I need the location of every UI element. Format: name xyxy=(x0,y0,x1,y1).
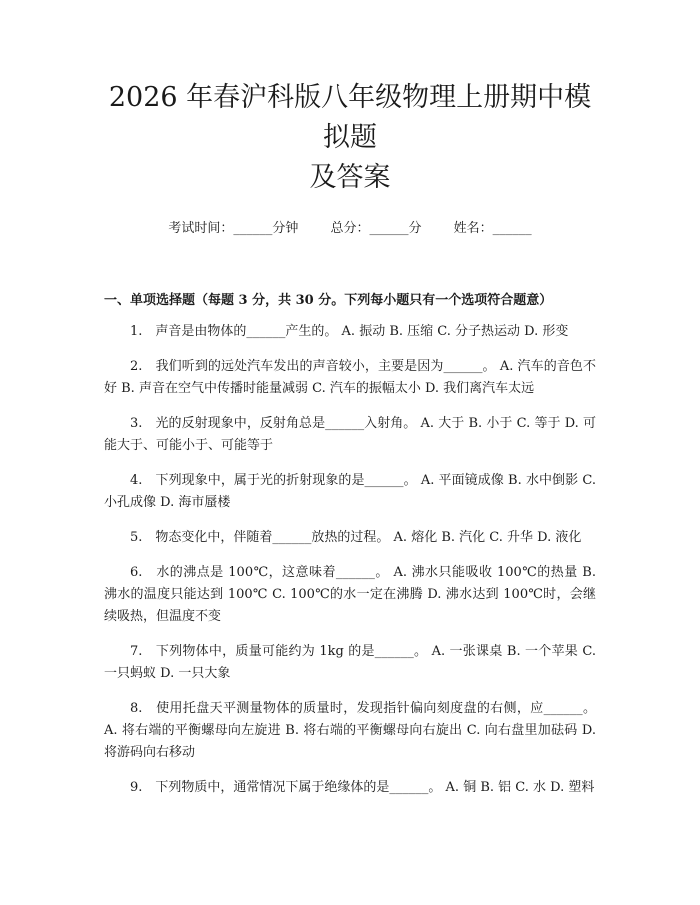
question-3: 3. 光的反射现象中，反射角总是______入射角。 A. 大于 B. 小于 C. 等于 D. 可能大于、可能小于、可能等于 xyxy=(104,416,596,453)
question-1: 1. 声音是由物体的______产生的。 A. 振动 B. 压缩 C. 分子热运动 D. 形变 xyxy=(130,324,569,339)
question-7: 7. 下列物体中，质量可能约为 1kg 的是______。 A. 一张课桌 B. 一个苹果 C. 一只蚂蚁 D. 一只大象 xyxy=(104,644,596,681)
question-6: 6. 水的沸点是 100℃，这意味着______。 A. 沸水只能吸收 100℃的热量 B. 沸水的温度只能达到 100℃ C. 100℃的水一定在沸腾 D. 沸水达到 100℃时，会继续吸热，但温度不变 xyxy=(104,565,596,624)
question-4: 4. 下列现象中，属于光的折射现象的是______。 A. 平面镜成像 B. 水中倒影 C. 小孔成像 D. 海市蜃楼 xyxy=(104,473,596,510)
student-name: 姓名：______ xyxy=(453,221,532,236)
title-line-2: 及答案 xyxy=(309,162,391,193)
exam-score: 总分：______分 xyxy=(330,221,422,236)
question-list xyxy=(104,321,596,799)
question-2: 2. 我们听到的远处汽车发出的声音较小，主要是因为______。 A. 汽车的音色不好 B. 声音在空气中传播时能量减弱 C. 汽车的振幅太小 D. 我们离汽车太远 xyxy=(104,359,596,396)
section-heading: 一、单项选择题（每题 3 分，共 30 分。下列每小题只有一个选项符合题意） xyxy=(104,293,553,308)
title-line-1: 2026 年春沪科版八年级物理上册期中模拟题 xyxy=(108,82,592,153)
exam-info xyxy=(104,220,596,238)
exam-time: 考试时间：______分钟 xyxy=(168,221,299,236)
question-8: 8. 使用托盘天平测量物体的质量时，发现指针偏向刻度盘的右侧，应______。 A. 将右端的平衡螺母向左旋进 B. 将右端的平衡螺母向右旋出 C. 向右盘里加砝码 D. 将游码向右移动 xyxy=(104,701,596,760)
question-9: 9. 下列物质中，通常情况下属于绝缘体的是______。 A. 铜 B. 铝 C. 水 D. 塑料 xyxy=(130,780,595,795)
question-5: 5. 物态变化中，伴随着______放热的过程。 A. 熔化 B. 汽化 C. 升华 D. 液化 xyxy=(130,530,582,545)
document-title xyxy=(104,0,596,198)
